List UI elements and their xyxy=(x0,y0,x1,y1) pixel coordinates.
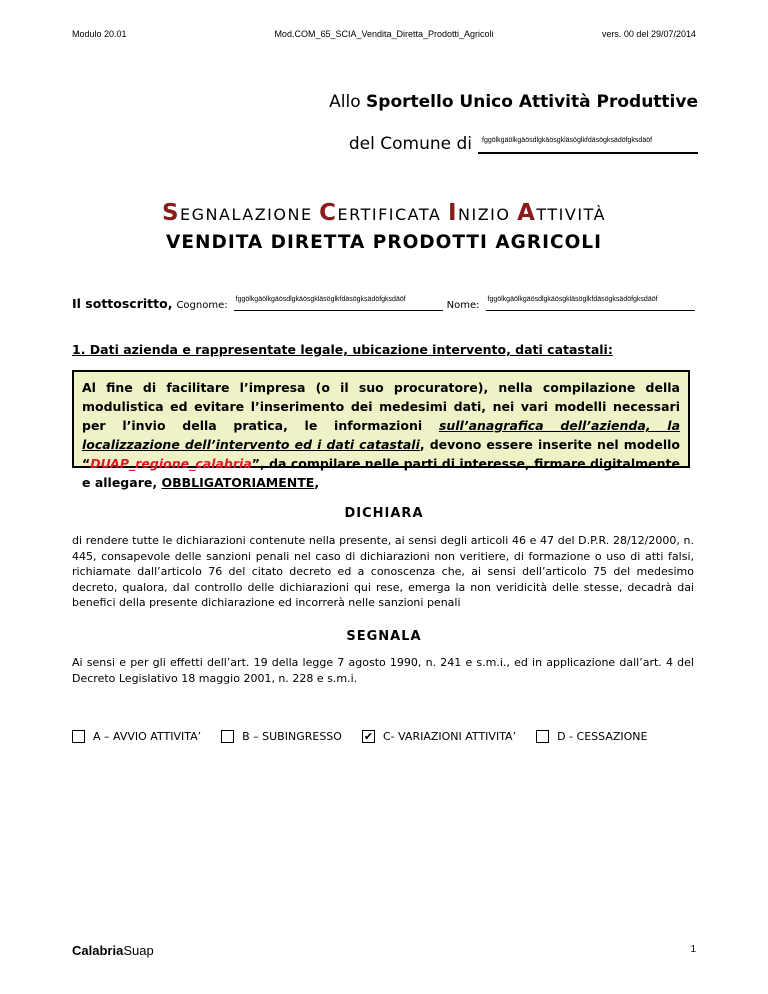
title-cap-s: S xyxy=(161,200,181,226)
footer-brand xyxy=(72,943,154,958)
sottoscritto-label: Il sottoscritto, xyxy=(72,296,173,311)
option-cessazione[interactable] xyxy=(536,730,647,743)
title-rest-a: TTIVITÀ xyxy=(536,205,607,224)
option-subingresso[interactable] xyxy=(221,730,342,743)
sottoscritto-row xyxy=(72,296,695,311)
notice-end: , xyxy=(314,475,320,490)
option-variazioni[interactable] xyxy=(362,730,516,743)
header-left: Modulo 20.01 xyxy=(72,29,127,39)
options-row xyxy=(72,730,667,743)
check-icon: ✔ xyxy=(363,730,374,743)
title-cap-c: C xyxy=(319,200,338,226)
recipient-line2 xyxy=(349,134,698,154)
notice-underline: sull’anagrafica dell’azienda, la localizzazione dell’intervento ed i dati catastali xyxy=(82,418,681,452)
dichiara-text: di rendere tutte le dichiarazioni contenute nella presente, ai sensi degli articoli 46 e 47 del D.P.R. 28/12/2000, n. 445, consapevole delle sanzioni penali nel caso di dichiarazioni non veritiere, di formazione o uso di atti falsi, richiamate dall’articolo 76 del citato decreto ed a conoscenza che, ai sensi dell’articolo 75 del medesimo decreto, qualora, dal controllo delle dichiarazioni qui rese, emerga la non veridicità delle stesse, decadrà dai benefici della presente dichiarazione ed incorrerà nelle sanzioni penali xyxy=(72,534,694,609)
checkbox-subingresso[interactable] xyxy=(221,730,234,743)
option-avvio[interactable] xyxy=(72,730,201,743)
duap-model-name: DUAP_regione_calabria xyxy=(90,456,252,471)
brand-light: Suap xyxy=(123,943,154,958)
document-subtitle: VENDITA DIRETTA PRODOTTI AGRICOLI xyxy=(166,232,602,253)
checkbox-variazioni[interactable] xyxy=(362,730,375,743)
comune-field[interactable]: fggölkgäölkgäösdlgkäösgkläsöglkfdäsögksädöfgksdäöf xyxy=(478,137,698,154)
cognome-field[interactable]: fggölkgäölkgäösdlgkäösgkläsöglkfdäsögksädöfgksdäöf xyxy=(234,296,443,311)
section1-heading: 1. Dati azienda e rappresentate legale, ubicazione intervento, dati catastali: xyxy=(72,342,613,357)
notice-text-3: ”, da compilare nelle parti di interesse, firmare digitalmente e allegare, xyxy=(82,456,680,490)
recipient-line1 xyxy=(329,92,698,112)
option-avvio-label: A – AVVIO ATTIVITA’ xyxy=(93,730,202,743)
cognome-label: Cognome: xyxy=(176,300,228,311)
checkbox-cessazione[interactable] xyxy=(536,730,549,743)
option-variazioni-label: C- VARIAZIONI ATTIVITA’ xyxy=(382,730,517,743)
title-cap-a: A xyxy=(517,200,537,226)
recipient-prefix: Allo xyxy=(329,92,361,112)
comune-label: del Comune di xyxy=(348,134,472,154)
dichiara-heading: DICHIARA xyxy=(344,506,424,521)
title-rest-i: NIZIO xyxy=(458,205,511,224)
checkbox-avvio[interactable] xyxy=(72,730,85,743)
header-center: Mod.COM_65_SCIA_Vendita_Diretta_Prodotti_Agricoli xyxy=(274,29,494,39)
nome-field[interactable]: fggölkgäölkgäösdlgkäösgkläsöglkfdäsögksädöfgksdäöf xyxy=(486,296,695,311)
option-subingresso-label: B – SUBINGRESSO xyxy=(242,730,342,743)
notice-box xyxy=(72,370,690,490)
title-cap-i: I xyxy=(447,200,459,226)
option-cessazione-label: D - CESSAZIONE xyxy=(557,730,648,743)
notice-text-2: , devono essere inserite nel modello “ xyxy=(82,437,680,471)
page-number: 1 xyxy=(690,944,696,955)
brand-bold: Calabria xyxy=(72,943,124,958)
segnala-heading: SEGNALA xyxy=(346,629,422,644)
nome-label: Nome: xyxy=(446,300,480,311)
document-title xyxy=(0,200,768,226)
header-right: vers. 00 del 29/07/2014 xyxy=(601,29,696,39)
notice-obbligatoriamente: OBBLIGATORIAMENTE xyxy=(161,475,315,490)
segnala-text: Ai sensi e per gli effetti dell’art. 19 della legge 7 agosto 1990, n. 241 e s.m.i., ed in applicazione dall’art. 4 del Decreto Legislativo 18 maggio 2001, n. 228 e s.m.i. xyxy=(72,656,694,685)
notice-text-1: Al fine di facilitare l’impresa (o il suo procuratore), nella compilazione della modulistica ed evitare l’inserimento dei medesimi dati, nei vari modelli necessari per l’invio della pratica, le informazioni xyxy=(82,380,680,433)
title-rest-s: EGNALAZIONE xyxy=(180,205,313,224)
recipient-office: Sportello Unico Attività Produttive xyxy=(366,92,698,112)
title-rest-c: ERTIFICATA xyxy=(337,205,442,224)
